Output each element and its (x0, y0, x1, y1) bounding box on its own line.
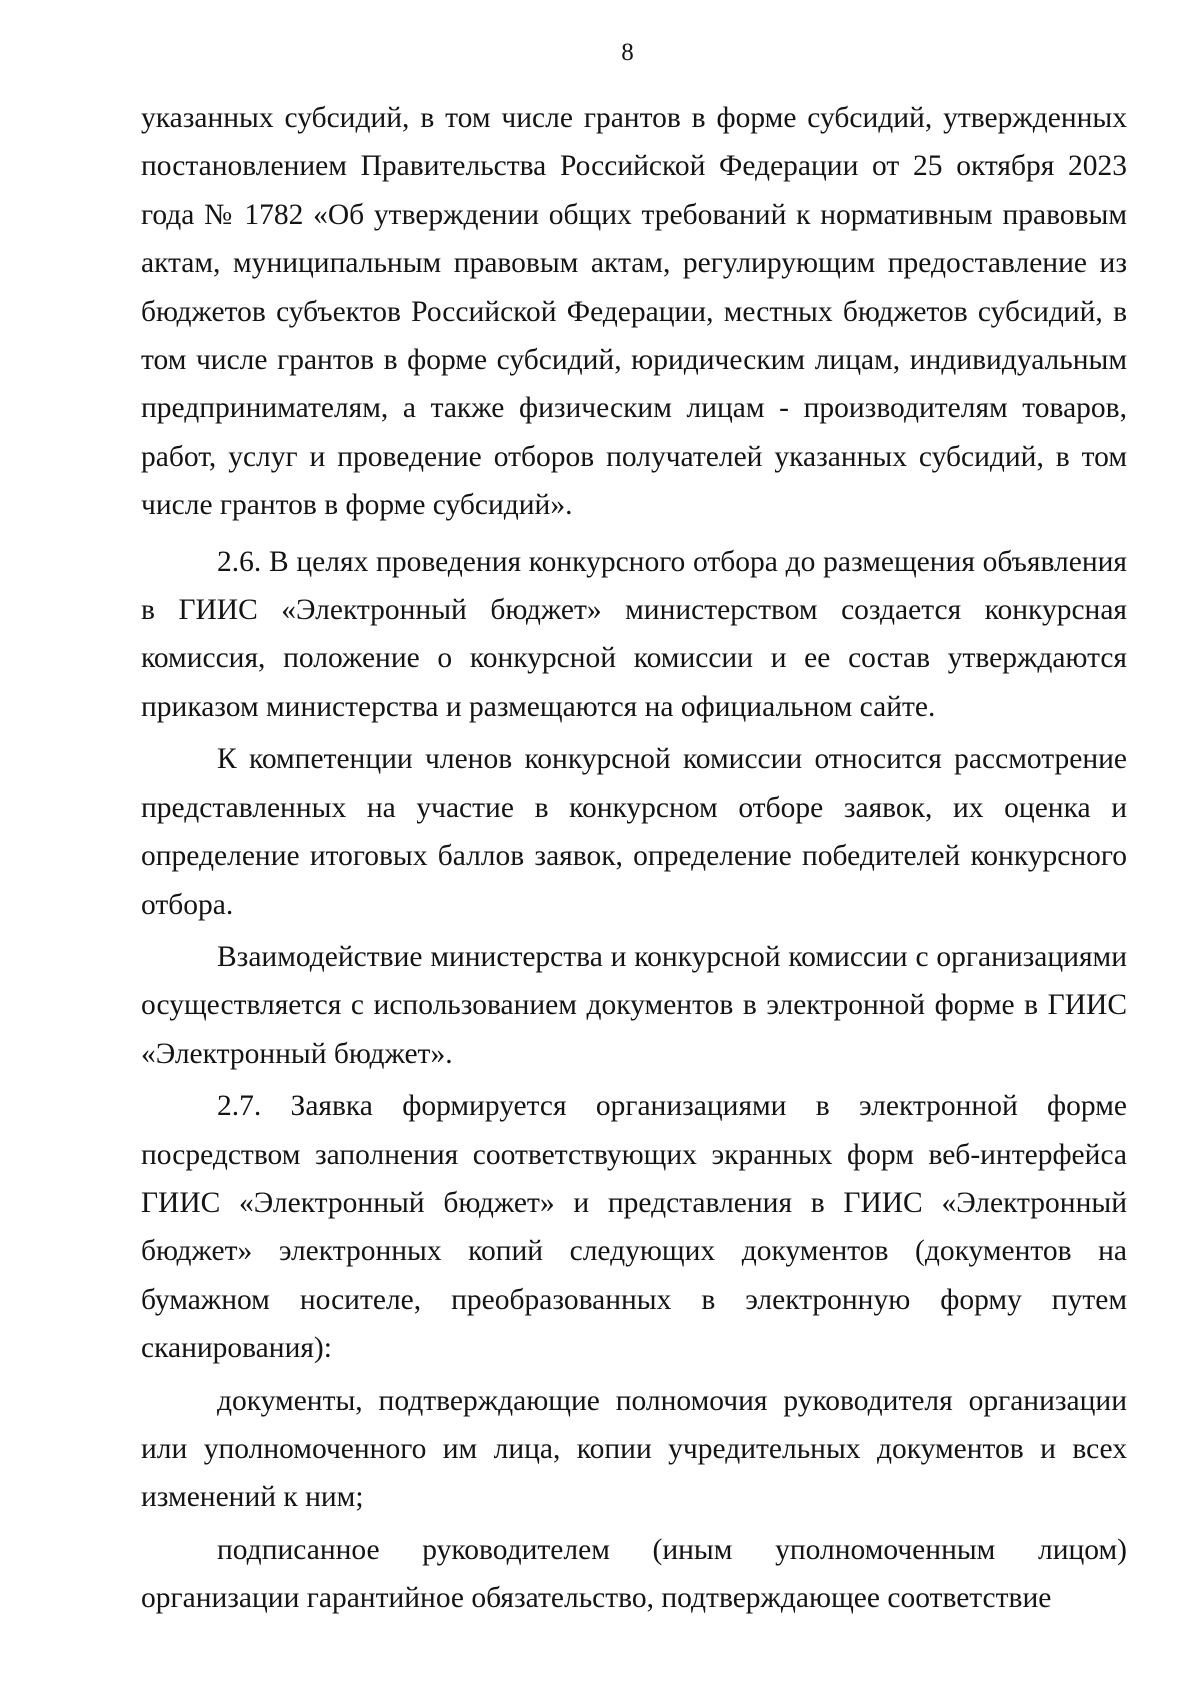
paragraph-2-6: 2.6. В целях проведения конкурсного отбора до размещения объявления в ГИИС «Электронный бюджет» министерством создается конкурсная комиссия, положение о конкурсной комиссии и ее состав утверждаются приказом министерства и размещаются на официальном сайте. (141, 545, 1127, 723)
paragraph-continuation: указанных субсидий, в том числе грантов в форме субсидий, утвержденных постановлением Правительства Российской Федерации от 25 октября 2023 года № 1782 «Об утверждении общих требований к нормативным правовым актам, муниципальным правовым актам, регулирующим предоставление из бюджетов субъектов Российской Федерации, местных бюджетов субсидий, в том числе грантов в форме субсидий, юридическим лицам, индивидуальным предпринимателям, а также физическим лицам - производителям товаров, работ, услуг и проведение отборов получателей указанных субсидий, в том числе грантов в форме субсидий». (141, 102, 1127, 522)
paragraph-commission-competence: К компетенции членов конкурсной комиссии относится рассмотрение представленных на участие в конкурсном отборе заявок, их оценка и определение итоговых баллов заявок, определение победителей конкурсного отбора. (141, 743, 1127, 921)
list-item-authority-documents: документы, подтверждающие полномочия руководителя организации или уполномоченного им лица, копии учредительных документов и всех изменений к ним; (141, 1384, 1127, 1514)
document-body (141, 94, 1127, 1623)
page-number: 8 (621, 39, 634, 66)
list-item-guarantee-obligation: подписанное руководителем (иным уполномоченным лицом) организации гарантийное обязательство, подтверждающее соответствие (141, 1533, 1127, 1615)
paragraph-2-7: 2.7. Заявка формируется организациями в электронной форме посредством заполнения соответствующих экранных форм веб-интерфейса ГИИС «Электронный бюджет» и представления в ГИИС «Электронный бюджет» электронных копий следующих документов (документов на бумажном носителе, преобразованных в электронную форму путем сканирования): (141, 1090, 1127, 1365)
paragraph-interaction: Взаимодействие министерства и конкурсной комиссии с организациями осуществляется с использованием документов в электронной форме в ГИИС «Электронный бюджет». (141, 940, 1127, 1070)
